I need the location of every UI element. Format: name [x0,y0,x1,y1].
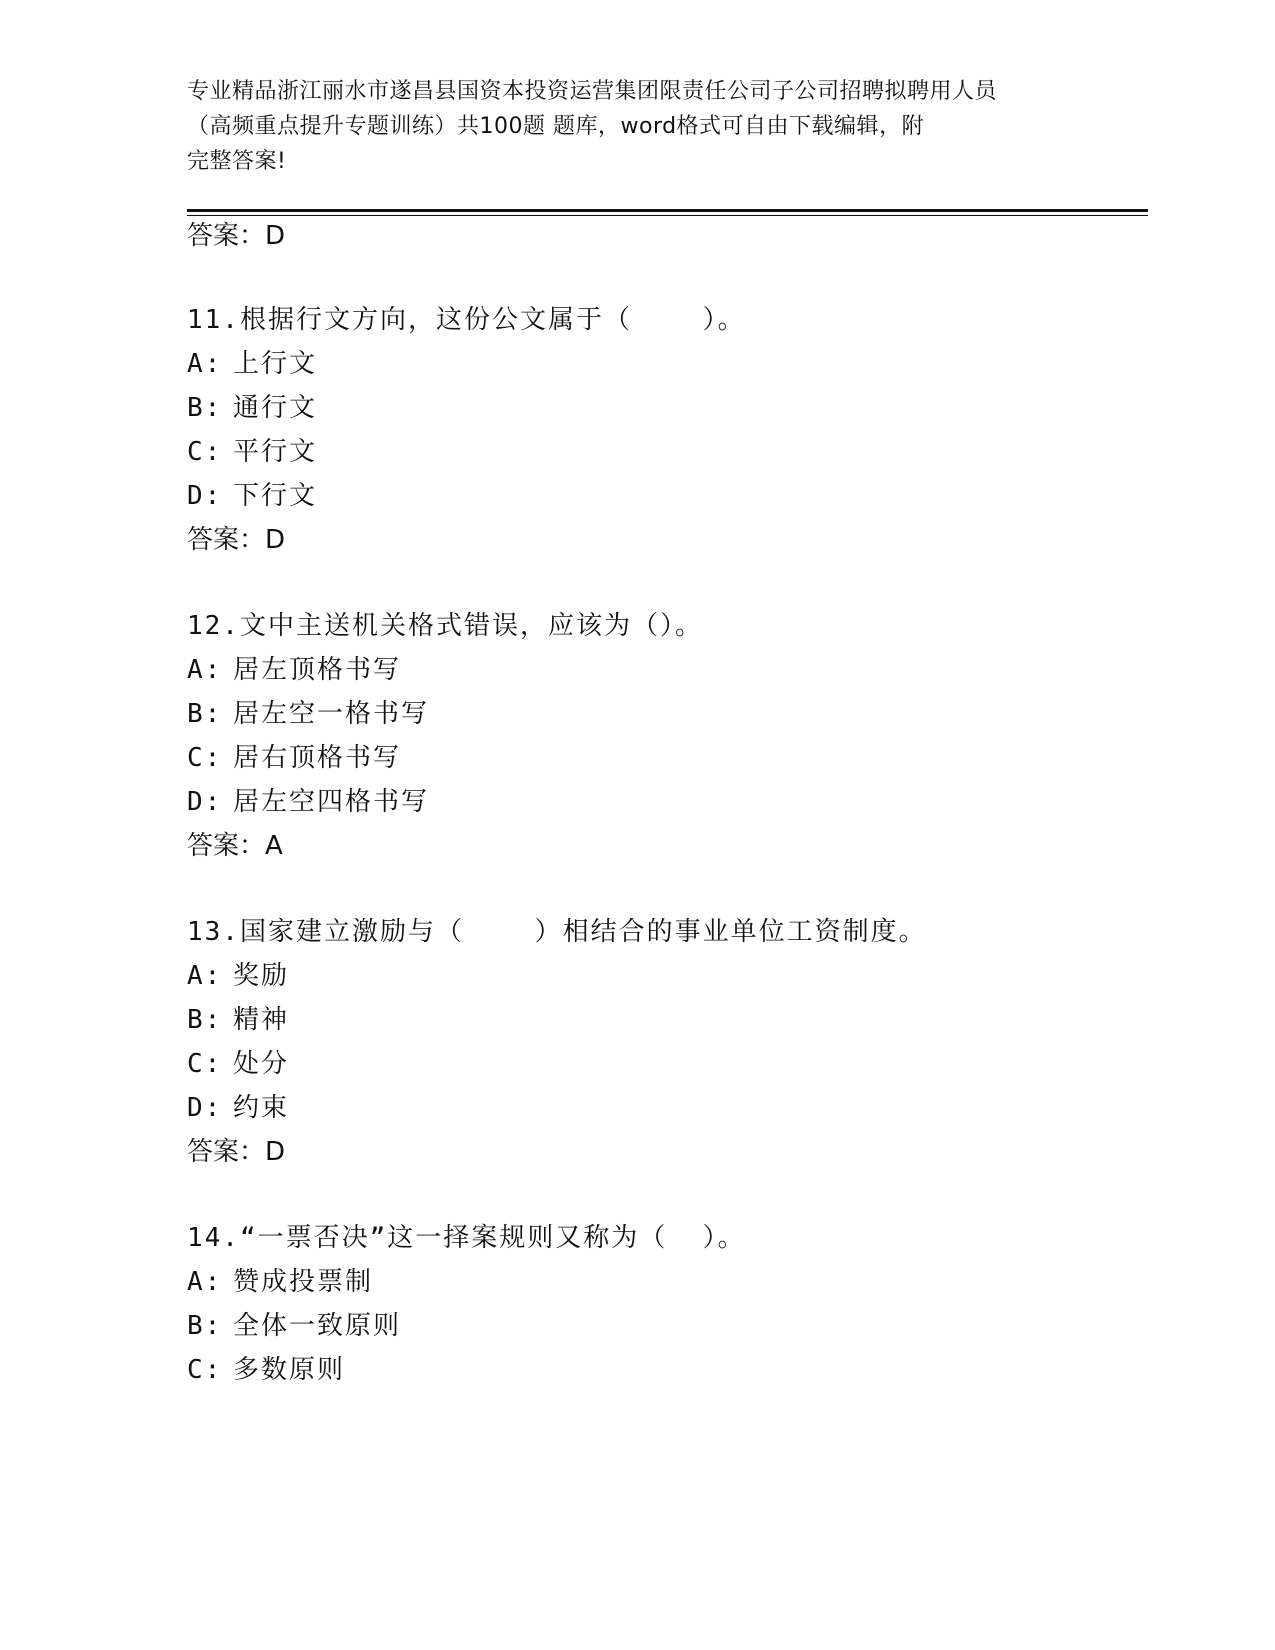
option-letter: A: [187,1267,223,1297]
option-letter: C: [187,1049,223,1079]
option [187,1352,345,1388]
header-line-2: （高频重点提升专题训练）共100题 题库，word格式可自由下载编辑，附 [187,114,925,139]
option-letter: A: [187,655,223,685]
option-text: 赞成投票制 [233,1267,374,1297]
option [187,696,429,732]
option-text: 居左顶格书写 [233,655,402,685]
answer-value: D [265,1137,286,1167]
question-stem: 14.“一票否决”这一择案规则又称为（ ）。 [187,1223,746,1253]
option-text: 通行文 [233,393,318,423]
option-text: 上行文 [233,349,318,379]
answer-line [187,522,285,558]
option-text: 下行文 [233,481,318,511]
option [187,1002,289,1038]
option-letter: B: [187,1311,223,1341]
option [187,1046,289,1082]
option-letter: A: [187,349,223,379]
answer-line [187,1134,285,1170]
header-line-3: 完整答案! [187,149,287,174]
option-letter: D: [187,787,223,817]
option-text: 居左空一格书写 [233,699,430,729]
option-letter: D: [187,1093,223,1123]
option [187,958,289,994]
option-letter: D: [187,481,223,511]
option-text: 全体一致原则 [233,1311,402,1341]
option [187,346,317,382]
header-divider [187,209,1148,216]
answer-label: 答案： [187,221,266,251]
option [187,652,401,688]
answer-value: D [265,525,286,555]
option [187,1264,373,1300]
option [187,390,317,426]
answer-line [187,828,283,864]
question-stem: 12.文中主送机关格式错误，应该为（）。 [187,611,703,641]
option-text: 奖励 [233,961,290,991]
option-letter: C: [187,437,223,467]
option-text: 平行文 [233,437,318,467]
answer-label: 答案： [187,1137,266,1167]
option [187,784,429,820]
answer-label: 答案： [187,831,266,861]
answer-line [187,218,285,254]
header-line-1: 专业精品浙江丽水市遂昌县国资本投资运营集团限责任公司子公司招聘拟聘用人员 [187,79,998,104]
option [187,1090,289,1126]
option [187,434,317,470]
option-letter: C: [187,1355,223,1385]
option-letter: B: [187,699,223,729]
answer-value: A [265,831,283,861]
option [187,478,317,514]
option-letter: B: [187,393,223,423]
option-letter: A: [187,961,223,991]
option-text: 居右顶格书写 [233,743,402,773]
question-stem: 11.根据行文方向，这份公文属于（ ）。 [187,305,746,335]
question-stem: 13.国家建立激励与（ ）相结合的事业单位工资制度。 [187,917,927,947]
option-letter: C: [187,743,223,773]
option-text: 约束 [233,1093,290,1123]
option [187,1308,401,1344]
option [187,740,401,776]
option-text: 精神 [233,1005,290,1035]
option-text: 处分 [233,1049,290,1079]
option-letter: B: [187,1005,223,1035]
document-header [187,74,1087,179]
option-text: 多数原则 [233,1355,346,1385]
answer-value: D [265,221,286,251]
option-text: 居左空四格书写 [233,787,430,817]
answer-label: 答案： [187,525,266,555]
